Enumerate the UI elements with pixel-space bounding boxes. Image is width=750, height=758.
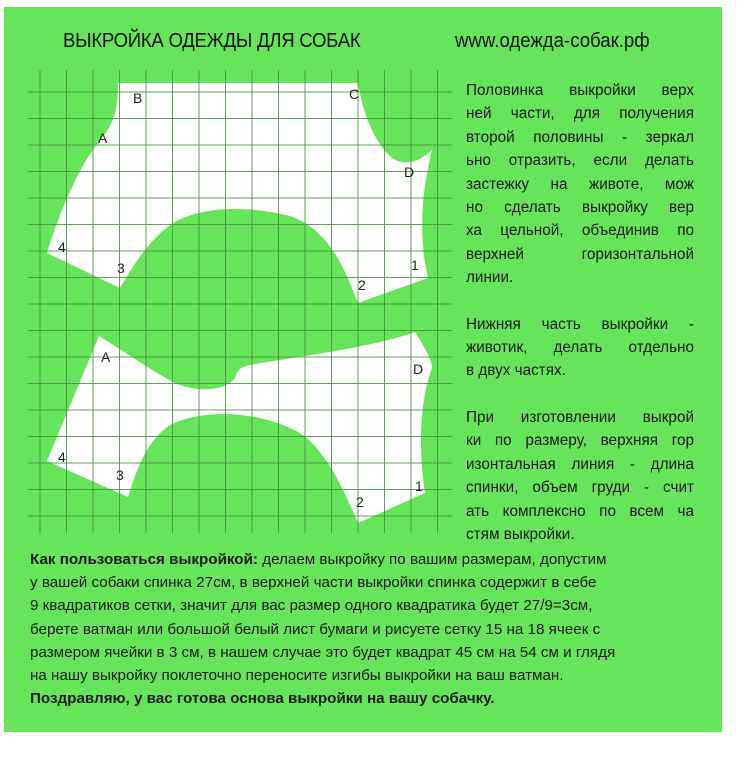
label-d-lower: D — [413, 361, 424, 377]
note-line: второй половины - зеркал — [466, 128, 694, 146]
usage-instructions — [30, 548, 690, 710]
note-line: Нижняя часть выкройки - — [466, 315, 694, 333]
instruction-line: на нашу выкройку поклеточно переносите изгибы выкройки на ваш ватман. — [30, 667, 564, 685]
note-line: Половинка выкройки верх — [466, 82, 694, 99]
instruction-line — [30, 548, 690, 571]
note-line: спинки, объем груди - счит — [466, 479, 694, 497]
note-line: но сделать выкройку вер — [466, 199, 694, 217]
note-line: линии. — [466, 269, 514, 287]
note-line: в двух частях. — [466, 362, 566, 380]
label-2: 2 — [358, 277, 366, 293]
label-1-lower: 1 — [415, 478, 423, 494]
note-line: ней части, для получения — [466, 105, 694, 123]
note-line: При изготовлении выкрой — [466, 408, 694, 426]
note-sizing — [466, 406, 694, 546]
instruction-text: делаем выкройку по вашим размерам, допустим — [257, 551, 607, 568]
label-2-lower: 2 — [356, 494, 364, 510]
label-1: 1 — [411, 257, 419, 273]
label-b: B — [133, 90, 143, 106]
instruction-line: у вашей собаки спинка 27см, в верхней части выкройки спинка содержит в себе — [30, 574, 597, 592]
label-a: A — [98, 130, 108, 146]
label-d: D — [404, 164, 415, 180]
note-upper-piece — [466, 79, 694, 290]
note-lower-piece — [466, 313, 694, 383]
label-4-lower: 4 — [58, 449, 66, 465]
page-title: ВЫКРОЙКА ОДЕЖДЫ ДЛЯ СОБАК — [63, 30, 361, 52]
website-link[interactable]: www.одежда-собак.рф — [455, 30, 650, 52]
note-line: изонтальная линия - длина — [466, 455, 694, 473]
instructions-heading: Как пользоваться выкройкой: — [30, 551, 258, 568]
label-a-lower: A — [101, 349, 111, 365]
instruction-line: берете ватман или большой белый лист бумаги и рисуете сетку 15 на 18 ячеек с — [30, 620, 601, 638]
label-4: 4 — [58, 239, 66, 255]
note-line: ать комплексно по всем ча — [466, 502, 694, 520]
note-line: ки по размеру, верхняя гор — [466, 432, 694, 450]
note-line: животик, делать отдельно — [466, 339, 694, 357]
instructions-closing: Поздравляю, у вас готова основа выкройки на вашу собачку. — [30, 690, 495, 708]
upper-piece-shape — [47, 83, 432, 303]
instruction-line: размером ячейки в 3 см, в нашем случае это будет квадрат 45 см на 54 см и глядя — [30, 643, 616, 661]
label-3-lower: 3 — [116, 467, 124, 483]
note-line: застежку на животе, мож — [466, 175, 694, 193]
note-line: стям выкройки. — [466, 525, 575, 543]
label-3: 3 — [117, 260, 125, 276]
note-line: ьно отразить, если делать — [466, 152, 694, 170]
pattern-notes — [466, 79, 694, 546]
instruction-line: 9 квадратиков сетки, значит для вас размер одного квадратика будет 27/9=3см, — [30, 597, 593, 615]
note-line: ха цельной, объединив по — [466, 222, 694, 240]
label-c: C — [349, 86, 360, 102]
note-line: верхней горизонтальной — [466, 245, 694, 263]
